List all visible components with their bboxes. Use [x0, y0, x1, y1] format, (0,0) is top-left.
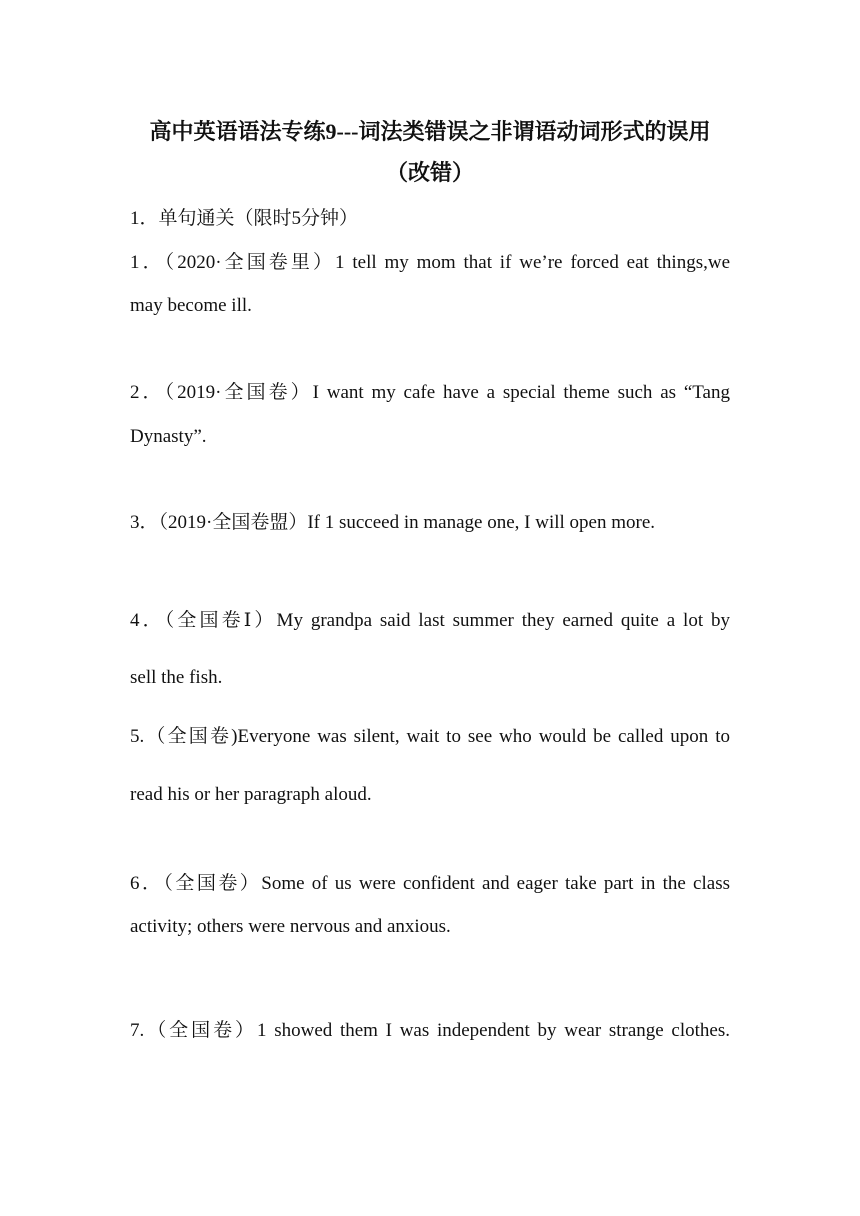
document-title-line2: （改错） — [385, 160, 474, 185]
item-5-line1: 5.（全国卷)Everyone was silent, wait to see who would be called upon to — [130, 726, 730, 747]
section-heading: 1．单句通关（限时5分钟） — [130, 208, 359, 229]
item-2-line1: 2．（2019·全国卷）I want my cafe have a special theme such as “Tang — [130, 382, 730, 403]
item-4-line2: sell the fish. — [130, 667, 223, 688]
item-4-line1: 4．（全国卷Ⅰ）My grandpa said last summer they earned quite a lot by — [130, 610, 730, 631]
item-3-line1: 3．（2019·全国卷盟）If 1 succeed in manage one, I will open more. — [130, 512, 656, 533]
item-2-line2: Dynasty”. — [130, 426, 207, 447]
document-title-line1: 高中英语语法专练9---词法类错误之非谓语动词形式的误用 — [149, 119, 711, 144]
item-6-line1: 6．（全国卷）Some of us were confident and eager take part in the class — [130, 873, 730, 894]
item-7-line1: 7.（全国卷）1 showed them I was independent by wear strange clothes. — [130, 1020, 730, 1041]
item-1-line2: may become ill. — [130, 295, 252, 316]
item-5-line2: read his or her paragraph aloud. — [130, 784, 372, 805]
item-1-line1: 1．（2020·全国卷里）1 tell my mom that if we’re forced eat things,we — [130, 252, 730, 273]
item-6-line2: activity; others were nervous and anxious. — [130, 916, 451, 937]
